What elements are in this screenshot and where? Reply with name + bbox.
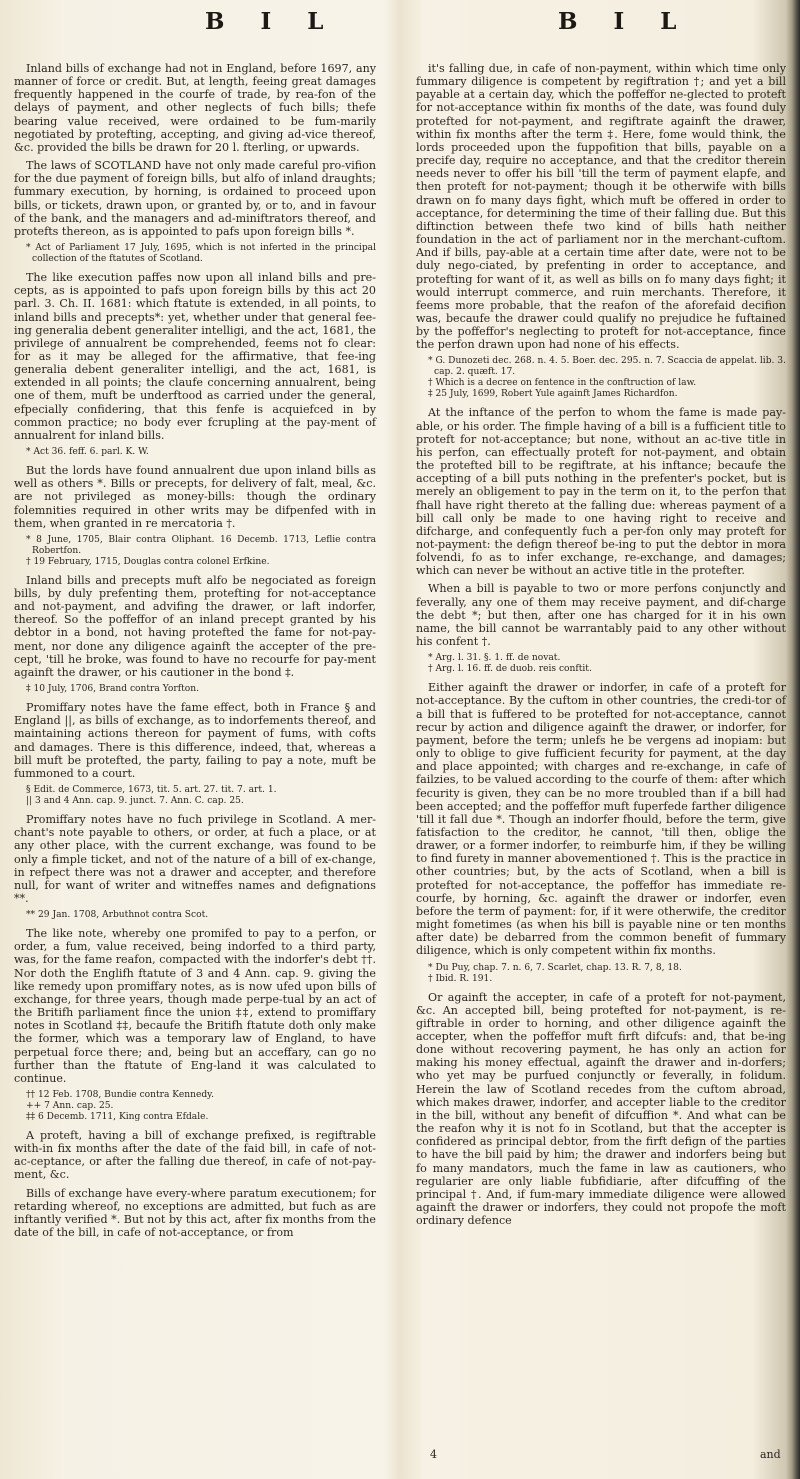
paragraph: Inland bills and precepts muft alfo be negociated as foreign bills, by duly prefenting them, protefting for not-acceptance and not-payment, and advifing the drawer, or laft indorfer, thereof. So the poffeffor of an inland precept granted by his debtor in a bond, not having protefted the fame for not-pay-ment, nor done any diligence againft the accepter of the pre-cept, 'till he broke, was found to have no recourfe for pay-ment againft the drawer, or his cautioner in the bond ‡.	[14, 573, 376, 679]
running-head-right: B I L	[558, 8, 691, 35]
catchword: and	[760, 1448, 781, 1461]
footnote-line: * Act 36. feff. 6. parl. K. W.	[26, 447, 149, 458]
paragraph: The like note, whereby one promifed to pay to a perfon, or order, a fum, value received, being indorfed to a third party, was, for the fame reafon, compacted with the indorfer's debt ††. Nor doth the Englifh ftatute of 3 and 4 Ann. cap. 9. giving the like remedy upon promiffary notes, as is now ufed upon bills of exchange, for three years, though made perpe-tual by an act of the Britifh parliament fince the union ‡‡, extend to promiffary notes in Scotland ‡‡, becaufe the Britifh ftatute doth only make the former, which was a temporary law of England, to have perpetual force there; and, being but an acceffary, can go no further than the ftatute of Eng-land it was calculated to continue.	[14, 927, 376, 1085]
paragraph: Bills of exchange have every-where paratum executionem; for retarding whereof, no exceptions are admitted, but fuch as are inftantly verified *. But not by this act, after fix months from the date of the bill, in cafe of not-acceptance, or from	[14, 1186, 376, 1240]
footnote	[14, 684, 376, 695]
footnote-line: * Act of Parliament 17 July, 1695, which is not inferted in the principal collection of the ftatutes of Scotland.	[26, 243, 376, 265]
footnote-line: * Du Puy, chap. 7. n. 6, 7. Scarlet, chap. 13. R. 7, 8, 18.	[428, 962, 682, 973]
footnote-line: † Arg. l. 16. ff. de duob. reis conftit.	[428, 664, 592, 675]
footnote-line: ** 29 Jan. 1708, Arbuthnot contra Scot.	[26, 910, 209, 921]
paragraph: The like execution paffes now upon all inland bills and pre-cepts, as is appointed to pafs upon foreign bills by this act 20 parl. 3. Ch. II. 1681: which ftatute is extended, in all points, to inland bills and precepts*: yet, whether under that general fee-ing generalia debent generaliter intelligi, and the act, 1681, the privilege of annualrent be comprehended, feems not fo clear: for as it may be alleged for the affirmative, that fee-ing generalia debent generaliter intelligi, and the act, 1681, is extended in all points; the claufe concerning annualrent, being one of them, muft be underftood as carried under the general, efpecially confidering, that this fenfe is acquiefced in by common practice; no body ever fcrupling at the pay-ment of annualrent for inland bills.	[14, 271, 376, 442]
paragraph: Promiffary notes have the fame effect, both in France § and England ||, as bills of exchange, as to indorfements thereof, and maintaining actions thereon for payment of fums, with cofts and damages. There is this difference, indeed, that, whereas a bill muft be protefted, the party, failing to pay a note, muft be fummoned to a court.	[14, 701, 376, 780]
paragraph: Either againft the drawer or indorfer, in cafe of a proteft for not-acceptance. By the cuftom in other countries, the credi-tor of a bill that is fuffered to be protefted for not-acceptance, cannot recur by action and diligence againft the drawer, or indorfer, for payment, before the term; unlefs he be vergens ad inopiam: but only to oblige to give fufficient fecurity for payment, at the day and place appointed; with charges and re-exchange, in cafe of failzies, to be valued according to the courfe of them: after which fecurity is given, they can be no more troubled than if a bill had been accepted; and the poffeffor muft fuperfede farther diligence 'till it fall due *. Though an indorfer fhould, before the term, give fatisfaction to the creditor, he cannot, 'till then, oblige the drawer, or a former indorfer, to reimburfe him, if they be willing to find furety in manner abovementioned †. This is the practice in other countries; but, by the acts of Scotland, when a bill is protefted for not-acceptance, the poffeffor has immediate re-courfe, by horning, &c. againft the drawer or indorfer, even before the term of payment: for, if it were otherwife, the creditor might fometimes (as when his bill is payable nine or ten months after date) be debarred from the common benefit of fummary diligence, which is only competent within fix months.	[416, 681, 786, 958]
footnote	[416, 356, 786, 400]
paragraph: The laws of SCOTLAND have not only made careful pro-vifion for the due payment of foreign bills, but alfo of inland draughts; fummary execution, by horning, is ordained to proceed upon bills, or tickets, drawn upon, or granted by, or to, and in favour of the bank, and the managers and ad-miniftrators thereof, and protefts thereon, as is appointed to pafs upon foreign bills *.	[14, 159, 376, 238]
paragraph: When a bill is payable to two or more perfons conjunctly and feverally, any one of them may receive payment, and dif-charge the debt *; but then, after one has charged for it in his own name, the bill cannot be warrantably paid to any other without his confent †.	[416, 582, 786, 649]
footnote-line: ‡‡ 6 Decemb. 1711, King contra Efdale.	[26, 1112, 209, 1122]
footnote-line: † Ibid. R. 191.	[428, 973, 493, 984]
footnote-line: ‡ 25 July, 1699, Robert Yule againft James Richardfon.	[428, 389, 678, 400]
footnote	[14, 243, 376, 265]
paragraph: But the lords have found annualrent due upon inland bills as well as others *. Bills or precepts, for delivery of falt, meal, &c. are not privileged as money-bills: though the ordinary folemnities required in other writs may be difpenfed with in them, when granted in re mercatoria †.	[14, 464, 376, 530]
left-column	[14, 62, 376, 1244]
footnote-line: ++ 7 Ann. cap. 25.	[26, 1101, 114, 1111]
footnote-line: ‡ 10 July, 1706, Brand contra Yorfton.	[26, 684, 199, 695]
paragraph: Or againft the accepter, in cafe of a proteft for not-payment, &c. An accepted bill, being protefted for not-payment, is re-giftrable in order to horning, and other diligence againft the accepter, when the poffeffor muft firft difcufs: and, that be-ing done without recovering payment, he has only an action for making his money effectual, againft the drawer and in-dorfers; who yet may be purfued conjunctly or feverally, in folidum. Herein the law of Scotland recedes from the cuftom abroad, which makes drawer, indorfer, and accepter liable to the creditor in the bill, without any benefit of difcuffion *. And what can be the reafon why it is not fo in Scotland, but that the accepter is confidered as principal debtor, from the firft defign of the parties to have the bill paid by him; the drawer and indorfers being but fo many mandators, much the fame in law as cautioners, who regularier are only liable fubfidiarie, after difcuffing of the principal †. And, if fum-mary immediate diligence were allowed againft the drawer or indorfers, they could not propofe the moft ordinary defence	[416, 990, 786, 1228]
footnote-line: || 3 and 4 Ann. cap. 9. junct. 7. Ann. C. cap. 25.	[26, 796, 244, 807]
paragraph: it's falling due, in cafe of non-payment, within which time only fummary diligence is competent by regiftration †; and yet a bill payable at a certain day, which the poffeffor ne-glected to proteft for not-acceptance within fix months of the date, was found duly protefted for not-payment, and regiftrate againft the drawer, within fix months after the term ‡. Here, fome would think, the lords proceeded upon the fuppofition that bills, payable on a precife day, require no acceptance, and that the creditor therein needs never to offer his bill 'till the term of payment elapfe, and then proteft for not-payment; though it be otherwife with bills drawn on fo many days fight, which muft be offered in order to acceptance, for determining the time of their falling due. But this diftinction between thefe two kind of bills hath neither foundation in the act of parliament nor in the merchant-cuftom. And if bills, pay-able at a certain time after date, were not to be duly nego-ciated, by prefenting in order to acceptance, and protefting for want of it, as well as bills on fo many days fight; it would interrupt commerce, and ruin merchants. Therefore, it feems more probable, that the reafon of the aforefaid decifion was, becaufe the drawer could qualify no prejudice he fuftained by the poffeffor's neglecting to proteft for not-acceptance, fince the perfon drawn upon had none of his effects.	[416, 62, 786, 352]
page-edge-shadow	[786, 0, 800, 1479]
footnote-line: * G. Dunozeti dec. 268. n. 4. 5. Boer. dec. 295. n. 7. Scaccia de appelat. lib. 3. cap. 2. quæft. 17.	[428, 356, 786, 378]
footnote	[14, 535, 376, 568]
footnote	[14, 447, 376, 458]
footnote	[14, 1090, 376, 1123]
running-head-left: B I L	[205, 8, 338, 35]
footnote-line: * Arg. l. 31. §. 1. ff. de novat.	[428, 653, 561, 664]
footnote-line: † Which is a decree on fentence in the conftruction of law.	[428, 378, 697, 389]
paragraph: Promiffary notes have no fuch privilege in Scotland. A mer-chant's note payable to others, or order, at fuch a place, or at any other place, with the current exchange, was found to be only a fimple ticket, and not of the nature of a bill of ex-change, in refpect there was not a drawer and accepter, and therefore null, for want of writer and witneffes names and defignations **.	[14, 813, 376, 905]
footnote-line: § Edit. de Commerce, 1673, tit. 5. art. 27. tit. 7. art. 1.	[26, 785, 277, 796]
paragraph: Inland bills of exchange had not in England, before 1697, any manner of force or credit. But, at length, feeing great damages frequently happened in the courfe of trade, by rea-fon of the delays of payment, and other neglects of fuch bills; thefe bearing value received, were ordained to be fum-marily negotiated by protefting, accepting, and giving ad-vice thereof, &c. provided the bills be drawn for 20 l. fterling, or upwards.	[14, 62, 376, 154]
page-number: 4	[430, 1448, 437, 1461]
footnote	[416, 963, 786, 985]
footnote-line: †† 12 Feb. 1708, Bundie contra Kennedy.	[26, 1090, 214, 1100]
footnote	[14, 910, 376, 921]
footnote-line: * 8 June, 1705, Blair contra Oliphant. 16 Decemb. 1713, Leflie contra Robertfon.	[26, 534, 376, 556]
footnote-line: † 19 February, 1715, Douglas contra colonel Erfkine.	[26, 556, 270, 567]
paragraph: At the inftance of the perfon to whom the fame is made pay-able, or his order. The fimple having of a bill is a fufficient title to proteft for not-acceptance; but none, without an ac-tive title in his perfon, can effectually proteft for not-payment, and obtain the protefted bill to be regiftrate, at his inftance; becaufe the accepting of a bill puts nothing in the prefenter's pocket, but is merely an obligement to pay in the term on it, to the perfon that fhall have right thereto at the falling due: whereas payment of a bill call only be made to one having right to receive and difcharge, and confequently fuch a per-fon only may proteft for not-payment: the defign thereof be-ing to put the debtor in mora folvendi, fo as to infer exchange, re-exchange, and damages; which can never be without an active title in the protefter.	[416, 406, 786, 578]
paragraph: A proteft, having a bill of exchange prefixed, is regiftrable with-in fix months after the date of the faid bill, in cafe of not-ac-ceptance, or after the falling due thereof, in cafe of not-pay-ment, &c.	[14, 1129, 376, 1182]
footnote	[14, 785, 376, 807]
right-column	[416, 62, 786, 1232]
footnote	[416, 653, 786, 675]
